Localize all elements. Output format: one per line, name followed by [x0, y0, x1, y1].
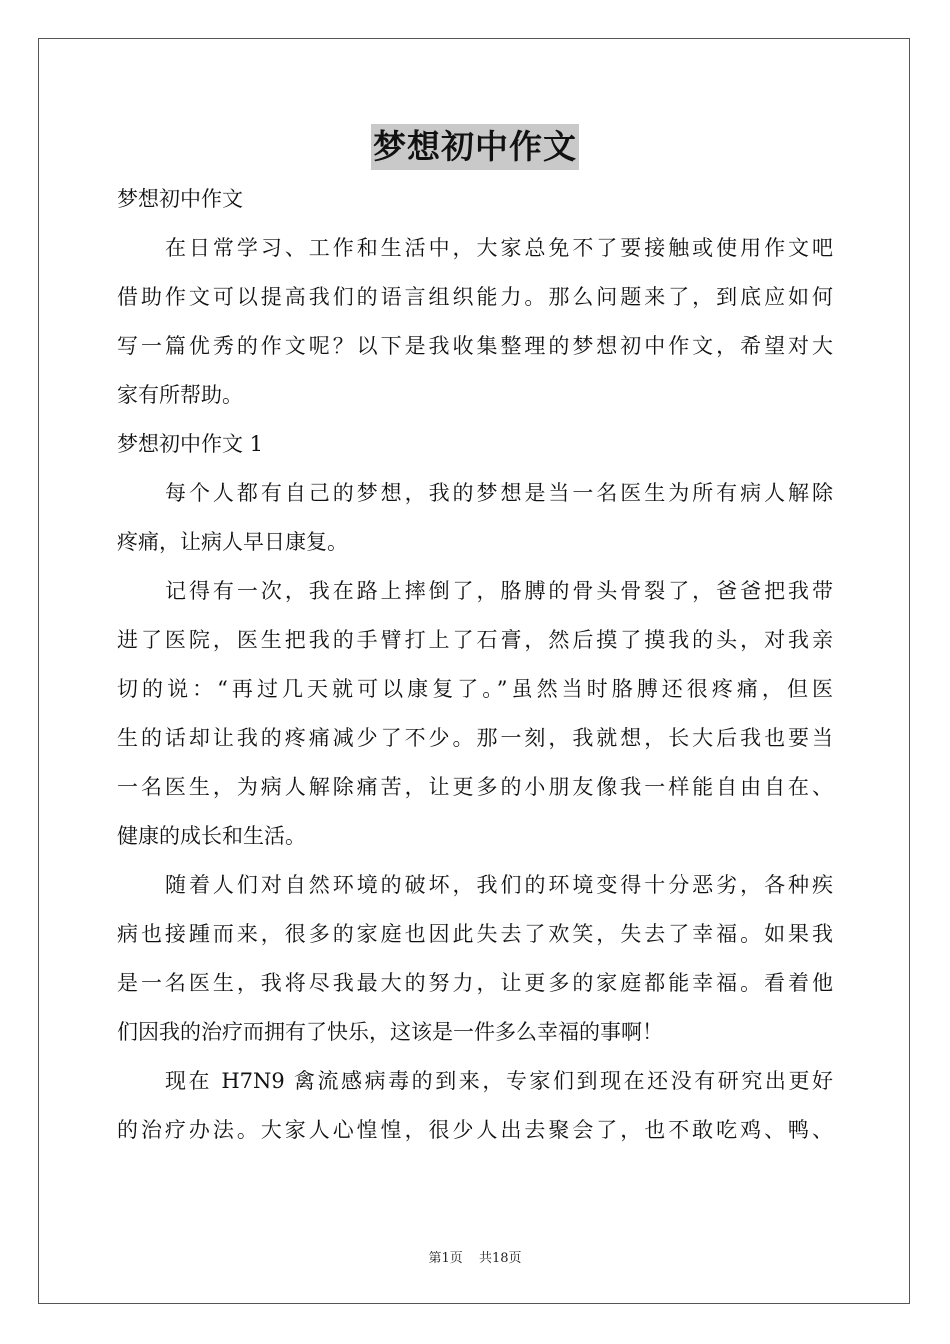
- text-line: 疼痛，让病人早日康复。: [117, 530, 348, 554]
- text-line: 是一名医生，我将尽我最大的努力，让更多的家庭都能幸福。看着他: [117, 971, 833, 995]
- document-body: [117, 175, 833, 1155]
- text-line: 的治疗办法。大家人心惶惶，很少人出去聚会了，也不敢吃鸡、鸭、: [117, 1118, 833, 1142]
- text-line: 健康的成长和生活。: [117, 824, 306, 848]
- text-line: 写一篇优秀的作文呢？以下是我收集整理的梦想初中作文，希望对大: [117, 334, 833, 358]
- text-line: 们因我的治疗而拥有了快乐，这该是一件多么幸福的事啊！: [117, 1020, 663, 1044]
- text-line: 现在 H7N9 禽流感病毒的到来，专家们到现在还没有研究出更好: [165, 1069, 833, 1093]
- page-total: 共18页: [478, 1251, 522, 1266]
- text-line: 每个人都有自己的梦想，我的梦想是当一名医生为所有病人解除: [165, 481, 833, 505]
- text-line: 记得有一次，我在路上摔倒了，胳膊的骨头骨裂了，爸爸把我带: [165, 579, 833, 603]
- text-line: 在日常学习、工作和生活中，大家总免不了要接触或使用作文吧: [165, 236, 833, 260]
- text-line: 梦想初中作文 1: [117, 432, 264, 456]
- page-footer: [0, 1247, 950, 1266]
- text-line: 一名医生，为病人解除痛苦，让更多的小朋友像我一样能自由自在、: [117, 775, 833, 799]
- text-line: 借助作文可以提高我们的语言组织能力。那么问题来了，到底应如何: [117, 285, 833, 309]
- title-area: [0, 124, 950, 170]
- text-line: 家有所帮助。: [117, 383, 243, 407]
- document-title: 梦想初中作文: [371, 124, 579, 170]
- text-line: 生的话却让我的疼痛减少了不少。那一刻，我就想，长大后我也要当: [117, 726, 833, 750]
- text-line: 切的说：“再过几天就可以康复了。”虽然当时胳膊还很疼痛，但医: [117, 677, 833, 701]
- text-line: 随着人们对自然环境的破坏，我们的环境变得十分恶劣，各种疾: [165, 873, 833, 897]
- text-line: 进了医院，医生把我的手臂打上了石膏，然后摸了摸我的头，对我亲: [117, 628, 833, 652]
- text-line: 梦想初中作文: [117, 187, 243, 211]
- page-number: 第1页: [428, 1251, 463, 1266]
- text-line: 病也接踵而来，很多的家庭也因此失去了欢笑，失去了幸福。如果我: [117, 922, 833, 946]
